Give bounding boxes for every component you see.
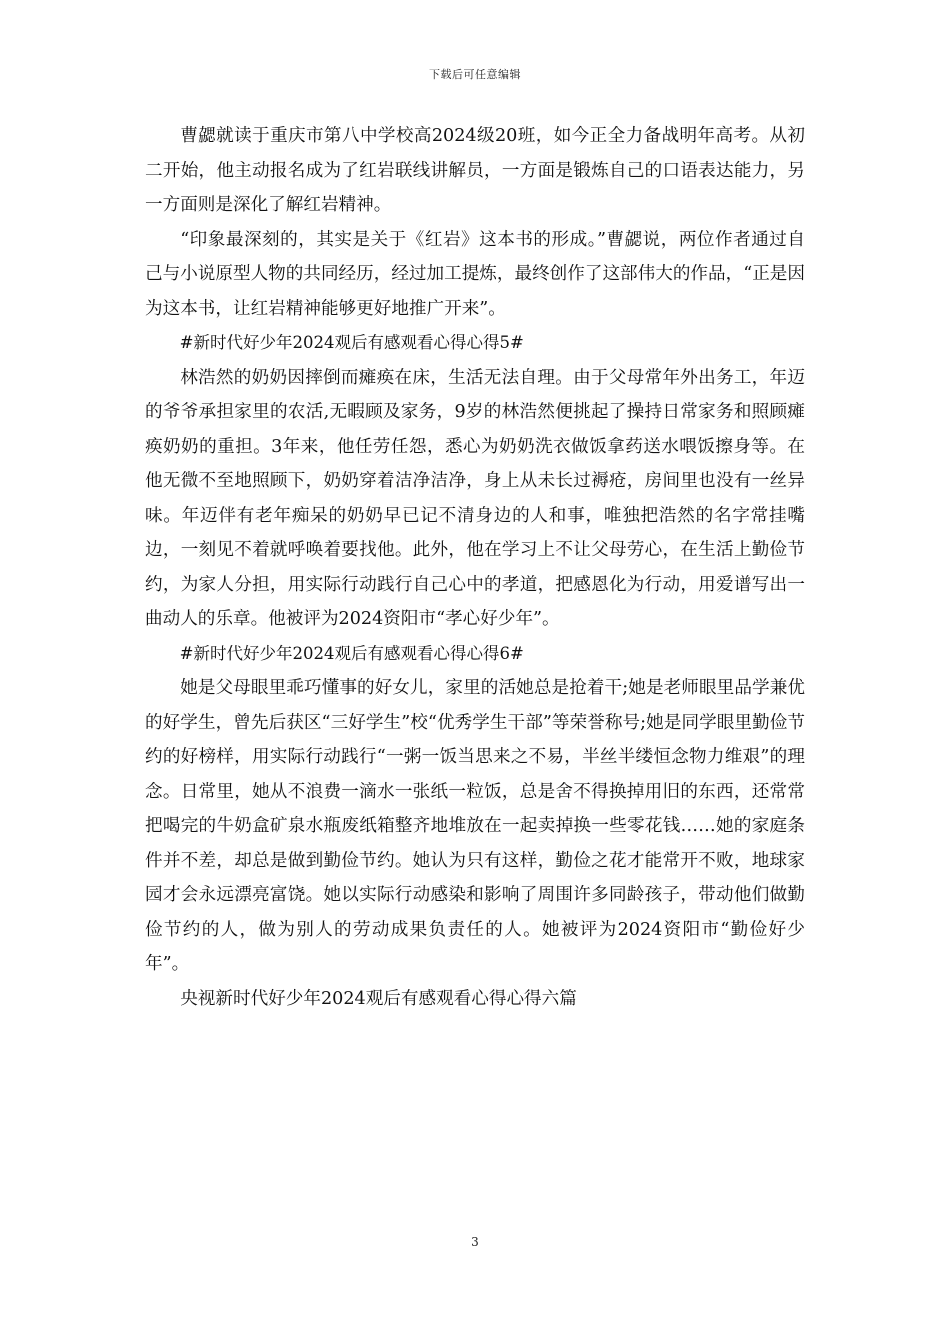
paragraph-lin-haoran: 林浩然的奶奶因摔倒而瘫痪在床，生活无法自理。由于父母常年外出务工，年迈的爷爷承担家里的农活,无暇顾及家务，9岁的林浩然便挑起了操持日常家务和照顾瘫痪奶奶的重担。3年来，他任劳任怨，悉心为奶奶洗衣做饭拿药送水喂饭擦身等。在他无微不至地照顾下，奶奶穿着洁净洁净，身上从未长过褥疮，房间里也没有一丝异味。年迈伴有老年痴呆的奶奶早已记不清身边的人和事，唯独把浩然的名字常挂嘴边，一刻见不着就呼唤着要找他。此外，他在学习上不让父母劳心，在生活上勤俭节约，为家人分担，用实际行动践行自己心中的孝道，把感恩化为行动，用爱谱写出一曲动人的乐章。他被评为2024资阳市“孝心好少年”。 — [145, 367, 805, 629]
document-body — [145, 119, 805, 1016]
paragraph-closing-title: 央视新时代好少年2024观后有感观看心得心得六篇 — [180, 988, 577, 1009]
page-header: 下载后可任意编辑 — [429, 68, 521, 81]
paragraph-cao-xie-quote: “印象最深刻的，其实是关于《红岩》这本书的形成。”曹勰说，两位作者通过自己与小说原型人物的共同经历，经过加工提炼，最终创作了这部伟大的作品，“正是因为这本书，让红岩精神能够更好地推广开来”。 — [145, 229, 805, 319]
paragraph-cao-xie-intro: 曹勰就读于重庆市第八中学校高2024级20班，如今正全力备战明年高考。从初二开始，他主动报名成为了红岩联线讲解员，一方面是锻炼自己的口语表达能力，另一方面则是深化了解红岩精神。 — [145, 126, 805, 215]
paragraph-thrifty-girl: 她是父母眼里乖巧懂事的好女儿，家里的活她总是抢着干;她是老师眼里品学兼优的好学生，曾先后获区“三好学生”校“优秀学生干部”等荣誉称号;她是同学眼里勤俭节约的好榜样，用实际行动践行“一粥一饭当思来之不易，半丝半缕恒念物力维艰”的理念。日常里，她从不浪费一滴水一张纸一粒饭，总是舍不得换掉用旧的东西，还常常把喝完的牛奶盒矿泉水瓶废纸箱整齐地堆放在一起卖掉换一些零花钱……她的家庭条件并不差，却总是做到勤俭节约。她认为只有这样，勤俭之花才能常开不败，地球家园才会永远漂亮富饶。她以实际行动感染和影响了周围许多同龄孩子，带动他们做勤俭节约的人，做为别人的劳动成果负责任的人。她被评为2024资阳市“勤俭好少年”。 — [145, 678, 805, 974]
section-heading-5: #新时代好少年2024观后有感观看心得心得5# — [179, 333, 524, 352]
section-heading-6: #新时代好少年2024观后有感观看心得心得6# — [179, 643, 524, 663]
page-number: 3 — [471, 1235, 479, 1249]
